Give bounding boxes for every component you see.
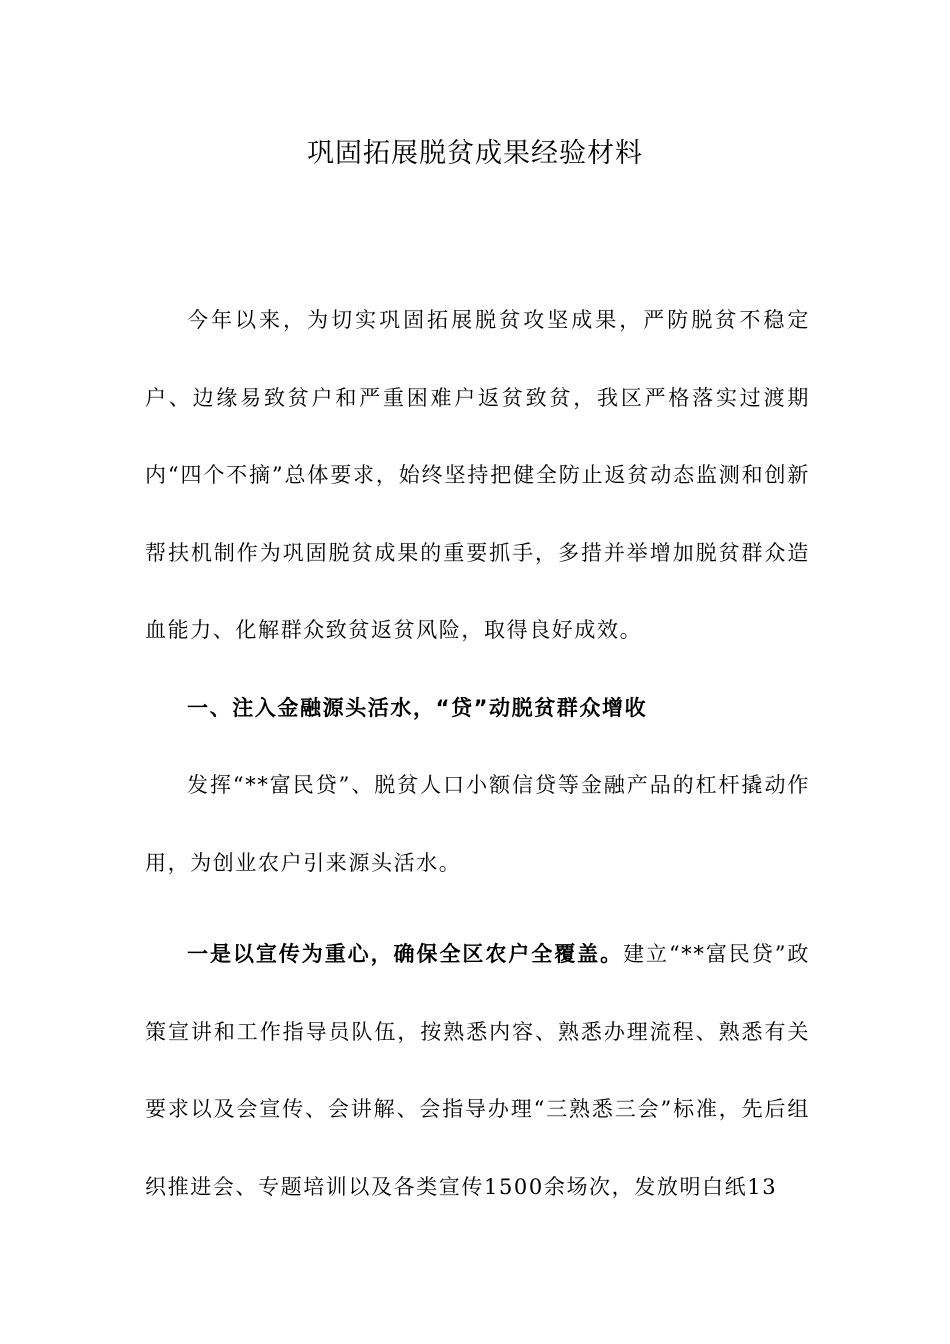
point-1-lead: 一是以宣传为重心，确保全区农户全覆盖。: [187, 942, 624, 966]
section-heading-1: 一、注入金融源头活水，“贷”动脱贫群众增收: [187, 695, 648, 720]
document-title: 巩固拓展脱贫成果经验材料: [307, 138, 643, 169]
point-1-text: 建立“**富民贷”政策宣讲和工作指导员队伍，按熟悉内容、熟悉办理流程、熟悉有关要求以及会宣传、会讲解、会指导办理“三熟悉三会”标准，先后组织推进会、专题培训以及各类宣传1500余场次，发放明白纸13: [145, 942, 810, 1199]
section-1-paragraph: 发挥“**富民贷”、脱贫人口小额信贷等金融产品的杠杆撬动作用，为创业农户引来源头活水。: [145, 773, 810, 875]
document-body: [145, 282, 810, 1226]
intro-paragraph: 今年以来，为切实巩固拓展脱贫攻坚成果，严防脱贫不稳定户、边缘易致贫户和严重困难户返贫致贫，我区严格落实过渡期内“四个不摘”总体要求，始终坚持把健全防止返贫动态监测和创新帮扶机制作为巩固脱贫成果的重要抓手，多措并举增加脱贫群众造血能力、化解群众致贫返贫风险，取得良好成效。: [145, 308, 810, 642]
point-1-paragraph: [145, 916, 810, 1226]
